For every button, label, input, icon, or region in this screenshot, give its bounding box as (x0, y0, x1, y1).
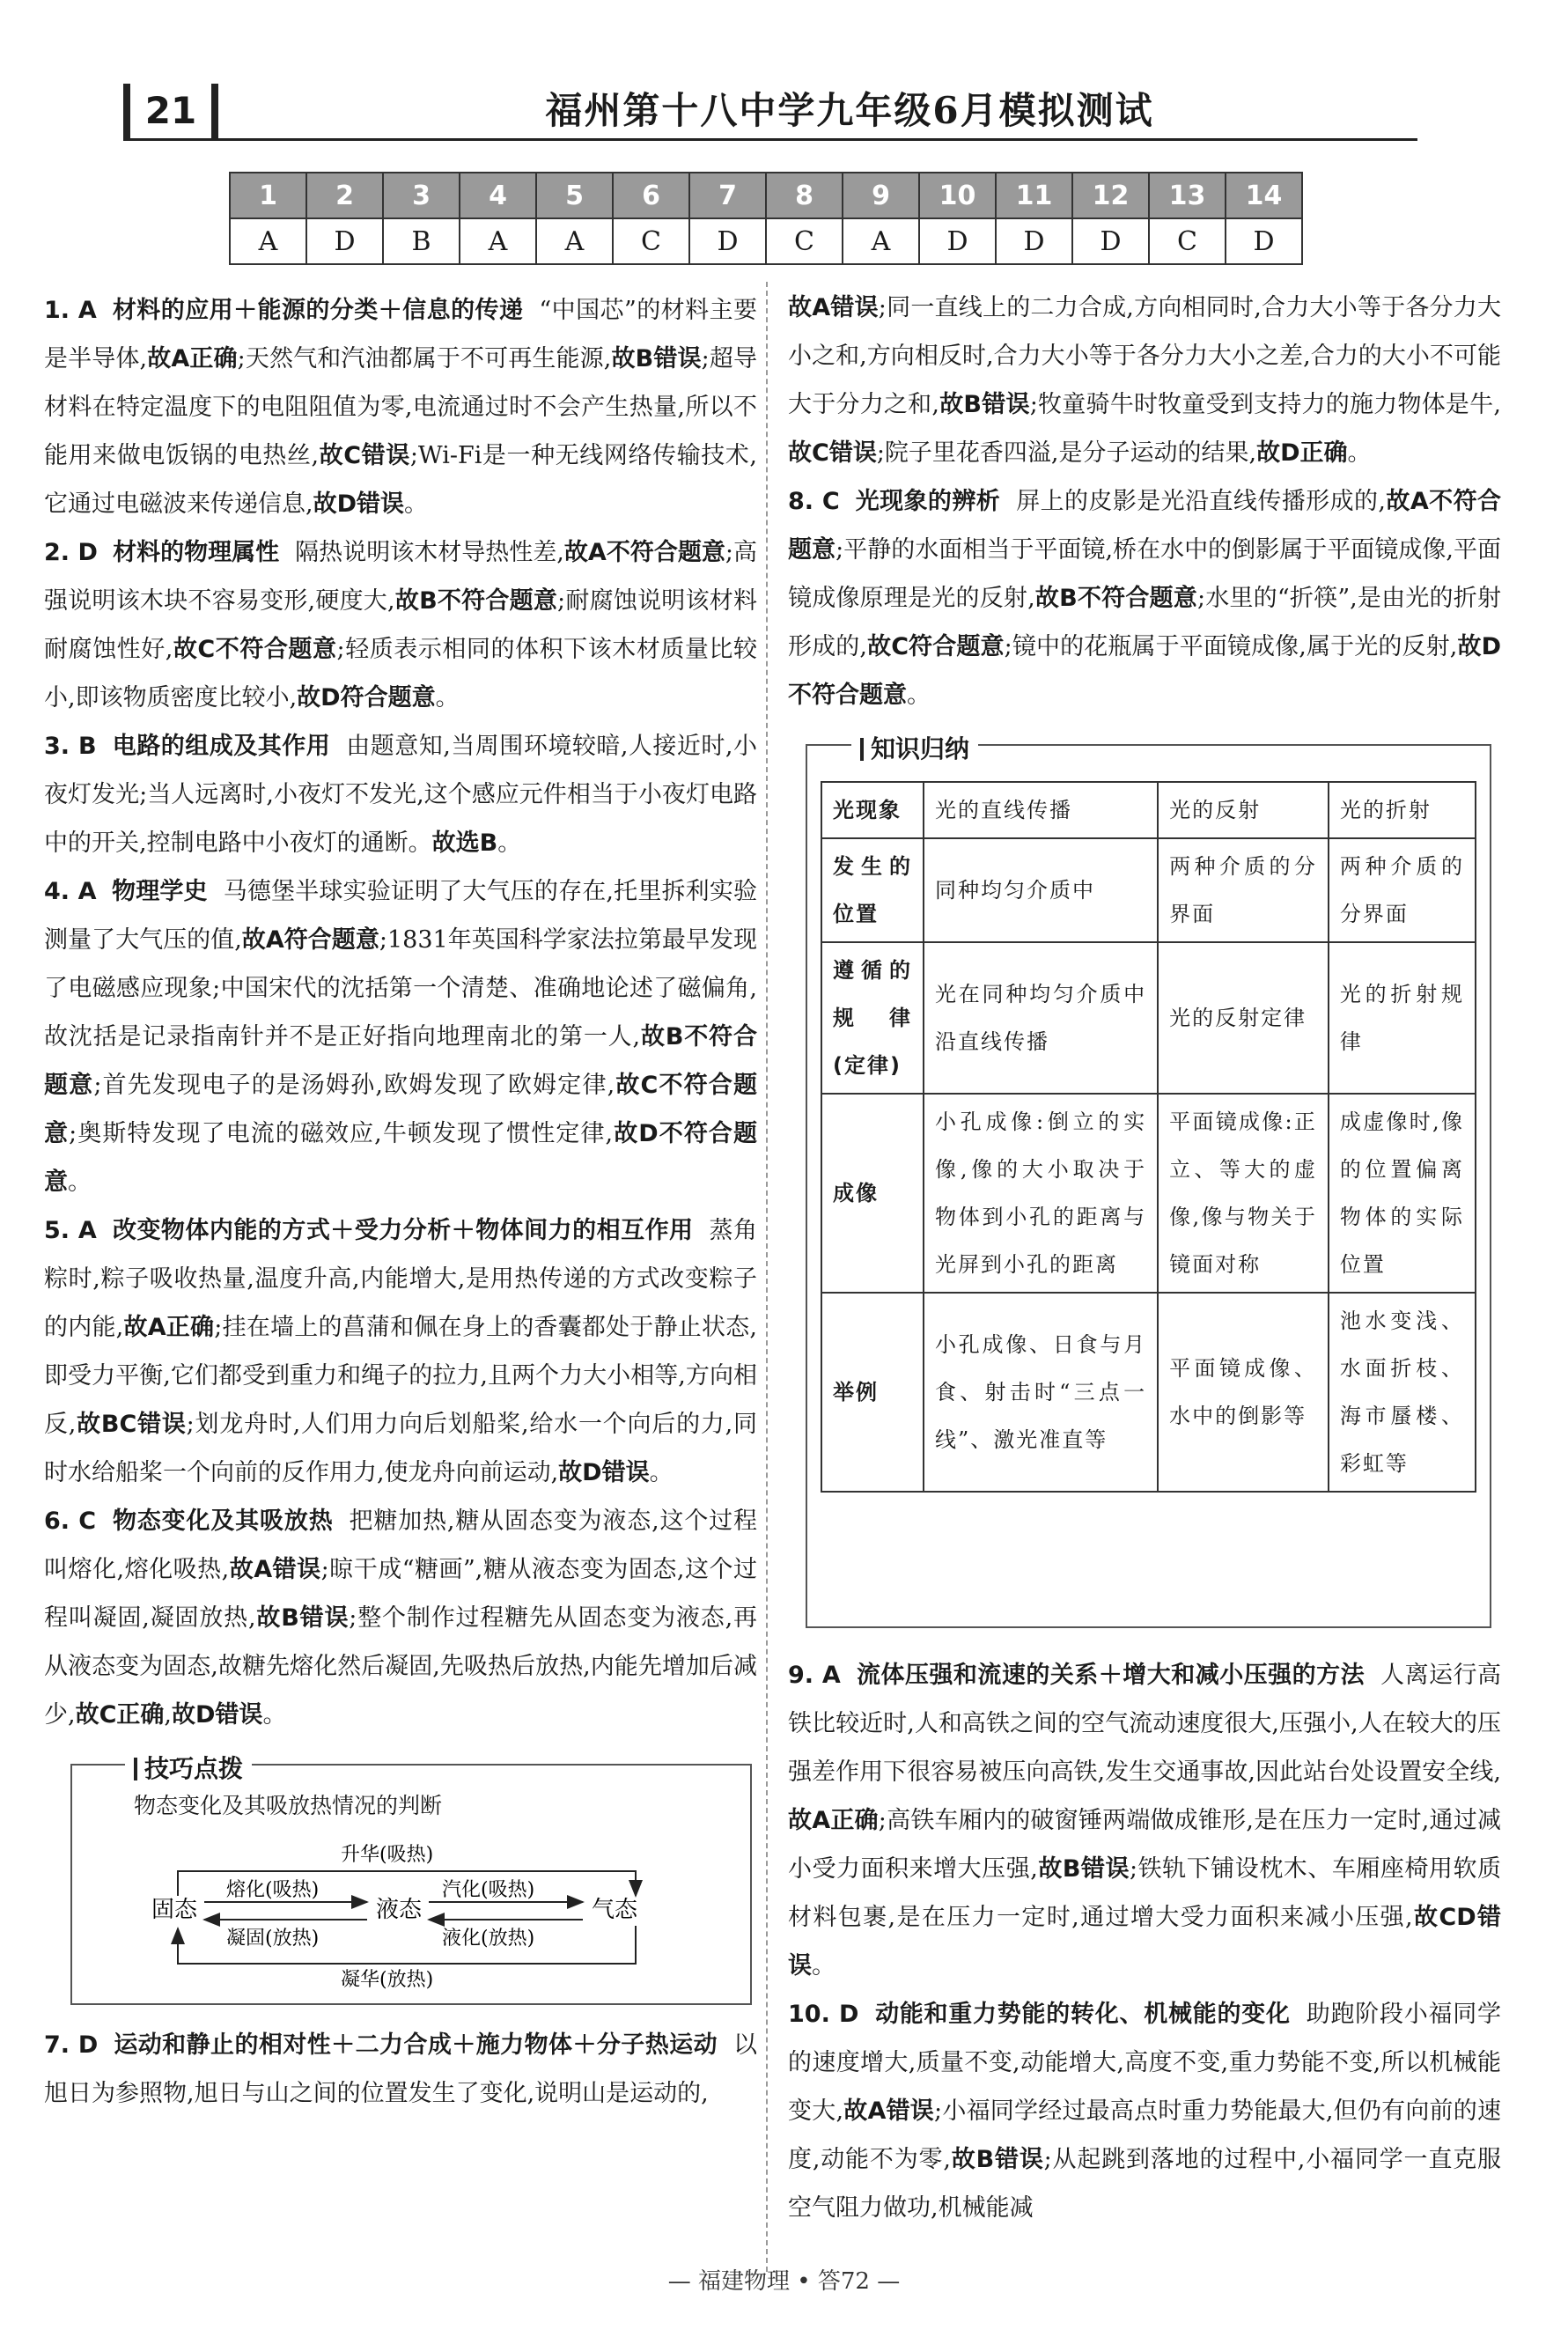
knowledge-cell: 成虚像时,像的位置偏离物体的实际位置 (1329, 1094, 1476, 1293)
sublimation-label: 升华(吸热) (341, 1844, 434, 1866)
answer-item-8: 8. C 光现象的辨析 屏上的皮影是光沿直线传播形成的,故A不符合题意;平静的水面相当于平面镜,桥在水中的倒影属于平面镜成像,平面镜成像原理是光的反射,故B不符合题意;水里的“折筷”,是由光的折射形成的,故C符合题意;镜中的花瓶属于平面镜成像,属于光的反射,故D不符合题意。 (788, 488, 1502, 709)
knowledge-cell: 平面镜成像、水中的倒影等 (1158, 1293, 1329, 1492)
knowledge-row-header: 发生的位置 (821, 838, 924, 942)
column-divider (766, 282, 768, 2272)
knowledge-cell: 两种介质的分界面 (1158, 838, 1329, 942)
answer-item-7-continued: 故A错误;同一直线上的二力合成,方向相同时,合力大小等于各分力大小之和,方向相反时,合力大小等于各分力大小之差,合力的大小不可能大于分力之和,故B错误;牧童骑牛时牧童受到支持力的施力物体是牛,故C错误;院子里花香四溢,是分子运动的结果,故D正确。 (788, 294, 1501, 467)
tip-label: 技巧点拨 (125, 1744, 252, 1793)
answer-key-number: 7 (689, 173, 766, 218)
knowledge-table (821, 781, 1476, 1493)
answer-key-number: 6 (613, 173, 689, 218)
answer-key-number: 8 (766, 173, 843, 218)
answer-item-9: 9. A 流体压强和流速的关系＋增大和减小压强的方法 人离运行高铁比较近时,人和高铁之间的空气流动速度很大,压强小,人在较大的压强差作用下很容易被压向高铁,发生交通事故,因此站台处设置安全线,故A正确;高铁车厢内的破窗锤两端做成锥形,是在压力一定时,通过减小受力面积来增大压强,故B错误;铁轨下铺设枕木、车厢座椅用软质材料包裹,是在压力一定时,通过增大受力面积来减小压强,故CD错误。 (788, 1662, 1502, 1979)
knowledge-cell: 小孔成像、日食与月食、射击时“三点一线”、激光准直等 (924, 1293, 1158, 1492)
answer-key-answer: A (230, 218, 306, 264)
answer-key-answer: D (919, 218, 996, 264)
knowledge-box (806, 734, 1491, 1628)
knowledge-cell: 平面镜成像:正立、等大的虚像,像与物关于镜面对称 (1158, 1094, 1329, 1293)
answer-key-number: 11 (996, 173, 1072, 218)
answer-key-number: 12 (1072, 173, 1149, 218)
knowledge-row-header: 举例 (821, 1293, 924, 1492)
knowledge-row-header: 成像 (821, 1094, 924, 1293)
knowledge-cell: 同种均匀介质中 (924, 838, 1158, 942)
answer-key-number: 2 (306, 173, 383, 218)
answer-item-3: 3. B 电路的组成及其作用 由题意知,当周围环境较暗,人接近时,小夜灯发光;当人远离时,小夜灯不发光,这个感应元件相当于小夜灯电路中的开关,控制电路中小夜灯的通断。故选B。 (44, 733, 757, 857)
knowledge-cell: 小孔成像:倒立的实像,像的大小取决于物体到小孔的距离与光屏到小孔的距离 (924, 1094, 1158, 1293)
knowledge-cell: 两种介质的分界面 (1329, 838, 1476, 942)
deposition-label: 凝华(放热) (341, 1969, 434, 1991)
answer-key-answer: C (1149, 218, 1226, 264)
answer-key-number: 14 (1226, 173, 1302, 218)
answer-item-5: 5. A 改变物体内能的方式＋受力分析＋物体间力的相互作用 蒸角粽时,粽子吸收热量,温度升高,内能增大,是用热传递的方式改变粽子的内能,故A正确;挂在墙上的菖蒲和佩在身上的香囊都处于静止状态,即受力平衡,它们都受到重力和绳子的拉力,且两个力大小相等,方向相反,故BC错误;划龙舟时,人们用力向后划船桨,给水一个向后的力,同时水给船桨一个向前的反作用力,使龙舟向前运动,故D错误。 (44, 1217, 758, 1486)
answer-key-number: 10 (919, 173, 996, 218)
tip-title: 物态变化及其吸放热情况的判断 (134, 1793, 443, 1818)
phase-change-diagram (72, 1766, 750, 2003)
liquefaction-label: 液化(放热) (442, 1928, 535, 1950)
answer-item-2: 2. D 材料的物理属性 隔热说明该木材导热性差,故A不符合题意;高强说明该木块不容易变形,硬度大,故B不符合题意;耐腐蚀说明该材料耐腐蚀性好,故C不符合题意;轻质表示相同的体积下该木材质量比较小,即该物质密度比较小,故D符合题意。 (44, 539, 757, 711)
knowledge-cell: 光在同种均匀介质中沿直线传播 (924, 942, 1158, 1094)
answer-key-answer: C (766, 218, 843, 264)
knowledge-label: 知识归纳 (851, 725, 978, 773)
answer-key-answer: C (613, 218, 689, 264)
answer-item-1: 1. A 材料的应用＋能源的分类＋信息的传递 “中国芯”的材料主要是半导体,故A正确;天然气和汽油都属于不可再生能源,故B错误;超导材料在特定温度下的电阻阻值为零,电流通过时不会产生热量,所以不能用来做电饭锅的电热丝,故C错误;Wi-Fi是一种无线网络传输技术,它通过电磁波来传递信息,故D错误。 (44, 297, 758, 518)
answer-key-number: 3 (383, 173, 460, 218)
answer-key-answer: D (689, 218, 766, 264)
answer-key-answer: A (843, 218, 919, 264)
answer-item-6: 6. C 物态变化及其吸放热 把糖加热,糖从固态变为液态,这个过程叫熔化,熔化吸热,故A错误;晾干成“糖画”,糖从液态变为固态,这个过程叫凝固,凝固放热,故B错误;整个制作过程糖先从固态变为液态,再从液态变为固态,故糖先熔化然后凝固,先吸热后放热,内能先增加后减少,故C正确,故D错误。 (44, 1508, 758, 1729)
page-header (123, 84, 1417, 141)
knowledge-header-cell: 光的折射 (1329, 782, 1476, 838)
knowledge-cell: 池水变浅、水面折枝、海市蜃楼、彩虹等 (1329, 1293, 1476, 1492)
knowledge-cell: 光的反射定律 (1158, 942, 1329, 1094)
answer-key-answer: B (383, 218, 460, 264)
answer-key-answer: D (1226, 218, 1302, 264)
tip-box (70, 1754, 752, 2005)
solidification-label: 凝固(放热) (226, 1928, 320, 1950)
knowledge-header-cell: 光的直线传播 (924, 782, 1158, 838)
answer-key-number: 9 (843, 173, 919, 218)
answer-key-number: 1 (230, 173, 306, 218)
gas-label: 气态 (592, 1897, 638, 1923)
answer-item-7: 7. D 运动和静止的相对性＋二力合成＋施力物体＋分子热运动 以旭日为参照物,旭日与山之间的位置发生了变化,说明山是运动的, (44, 2031, 758, 2107)
answer-key-number: 13 (1149, 173, 1226, 218)
answer-item-10: 10. D 动能和重力势能的转化、机械能的变化 助跑阶段小福同学的速度增大,质量不变,动能增大,高度不变,重力势能不变,所以机械能变大,故A错误;小福同学经过最高点时重力势能最大,但仍有向前的速度,动能不为零,故B错误;从起跳到落地的过程中,小福同学一直克服空气阻力做功,机械能减 (788, 2001, 1501, 2222)
vaporization-label: 汽化(吸热) (442, 1879, 535, 1901)
knowledge-header-cell: 光的反射 (1158, 782, 1329, 838)
right-column (788, 284, 1501, 2232)
page-footer: — 福建物理 • 答72 — (667, 2268, 901, 2295)
answer-key-answer: D (1072, 218, 1149, 264)
knowledge-header-cell: 光现象 (821, 782, 924, 838)
knowledge-cell: 光的折射规律 (1329, 942, 1476, 1094)
page-number-box (123, 84, 218, 138)
answer-key-number: 4 (460, 173, 536, 218)
answer-key-answer: A (536, 218, 613, 264)
answer-key-answer: D (996, 218, 1072, 264)
answer-key-answer: D (306, 218, 383, 264)
page-number: 21 (144, 89, 197, 132)
answer-key-number: 5 (536, 173, 613, 218)
page-title: 福州第十八中学九年级6月模拟测试 (545, 89, 1154, 132)
solid-label: 固态 (151, 1897, 198, 1923)
left-column (44, 286, 757, 2118)
melting-label: 熔化(吸热) (226, 1879, 320, 1901)
knowledge-row-header: 遵循的规律(定律) (821, 942, 924, 1094)
answer-key-answer: A (460, 218, 536, 264)
liquid-label: 液态 (376, 1897, 423, 1923)
answer-key-table (229, 172, 1303, 265)
answer-item-4: 4. A 物理学史 马德堡半球实验证明了大气压的存在,托里拆利实验测量了大气压的值,故A符合题意;1831年英国科学家法拉第最早发现了电磁感应现象;中国宋代的沈括第一个清楚、准确地论述了磁偏角,故沈括是记录指南针并不是正好指向地理南北的第一人,故B不符合题意;首先发现电子的是汤姆孙,欧姆发现了欧姆定律,故C不符合题意;奥斯特发现了电流的磁效应,牛顿发现了惯性定律,故D不符合题意。 (44, 878, 758, 1196)
